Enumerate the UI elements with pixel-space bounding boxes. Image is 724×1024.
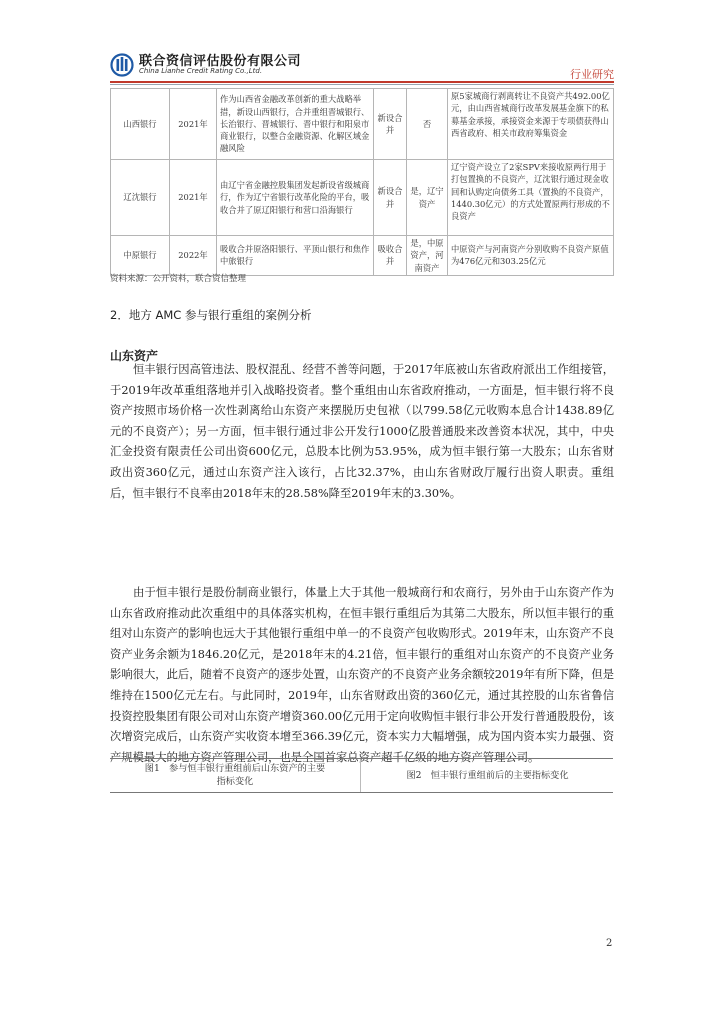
table-source-note: 资料来源：公开资料，联合资信整理 (110, 274, 247, 284)
table-row (111, 160, 614, 236)
year-cell: 2022年 (170, 236, 217, 276)
bank-name-cell: 山西银行 (111, 89, 170, 160)
year-cell: 2021年 (170, 160, 217, 236)
disposal-cell: 原5家城商行剥离转让不良资产共492.00亿元，由山西省城商行改革发展基金旗下的私募基金承接，承接资金来源于专项债获得山西省政府、相关市政府筹集资金 (448, 89, 614, 160)
page-header (0, 0, 724, 90)
page-number: 2 (606, 938, 613, 949)
merger-mode-cell: 吸收合并 (374, 236, 407, 276)
bank-restructuring-table (110, 88, 614, 276)
table-row (111, 89, 614, 160)
section-heading: 2．地方 AMC 参与银行重组的案例分析 (110, 308, 312, 322)
description-cell: 作为山西省金融改革创新的重大战略举措，新设山西银行，合并重组晋城银行、长治银行、晋城银行、晋中银行和阳泉市商业银行，以整合金融资源、化解区域金融风险 (217, 89, 374, 160)
merger-mode-cell: 新设合并 (374, 89, 407, 160)
description-cell: 由辽宁省金融控股集团发起新设省级城商行，作为辽宁省银行改革化险的平台，吸收合并了原辽阳银行和营口沿海银行 (217, 160, 374, 236)
figure-1-caption (110, 759, 361, 792)
company-name-cn: 联合资信评估股份有限公司 (139, 54, 302, 69)
subsection-heading: 山东资产 (110, 349, 159, 363)
figure-captions (110, 758, 613, 793)
amc-participation-cell: 否 (407, 89, 448, 160)
description-cell: 吸收合并原洛阳银行、平顶山银行和焦作中旅银行 (217, 236, 374, 276)
year-cell: 2021年 (170, 89, 217, 160)
merger-mode-cell: 新设合并 (374, 160, 407, 236)
disposal-cell: 辽宁资产设立了2家SPV来接收原两行用于打包置换的不良资产，辽沈银行通过现金收回和认购定向债务工具（置换的不良资产，1440.30亿元）的方式处置原两行形成的不良资产 (448, 160, 614, 236)
figure-1-caption-line2: 指标变化 (216, 776, 254, 787)
header-divider-thin (110, 84, 614, 85)
bank-name-cell: 辽沈银行 (111, 160, 170, 236)
header-divider (110, 81, 614, 83)
company-name-en: China Lianhe Credit Rating Co.,Ltd. (139, 67, 263, 75)
figure-1-caption-line1: 图1 参与恒丰银行重组前后山东资产的主要 (144, 763, 326, 774)
bank-name-cell: 中原银行 (111, 236, 170, 276)
lianhe-logo-icon (110, 53, 134, 77)
body-paragraph: 恒丰银行因高管违法、股权混乱、经营不善等问题，于2017年底被山东省政府派出工作组接管，于2019年改革重组落地并引入战略投资者。整个重组由山东省政府推动，一方面是，恒丰银行将不良资产按照市场价格一次性剥离给山东资产来摆脱历史包袱（以799.58亿元收购本息合计1438.89亿元的不良资产）；另一方面，恒丰银行通过非公开发行1000亿股普通股来改善资本状况，其中，中央汇金投资有限责任公司出资600亿元，总股本比例为53.95%，成为恒丰银行第一大股东；山东省财政出资360亿元，通过山东资产注入该行，占比32.37%，由山东省财政厅履行出资人职责。重组后，恒丰银行不良率由2018年末的28.58%降至2019年末的3.30%。 (110, 363, 614, 500)
disposal-cell: 中原资产与河南资产分别收购不良资产原值为476亿元和303.25亿元 (448, 236, 614, 276)
table-row (111, 236, 614, 276)
body-paragraph: 由于恒丰银行是股份制商业银行，体量上大于其他一般城商行和农商行，另外由于山东资产作为山东省政府推动此次重组中的具体落实机构，在恒丰银行重组后为其第二大股东，所以恒丰银行的重组对山东资产的影响也远大于其他银行重组中单一的不良资产包收购形式。2019年末，山东资产不良资产业务余额为1846.20亿元，是2018年末的4.21倍，恒丰银行的重组对山东资产的不良资产业务影响很大，此后，随着不良资产的逐步处置，山东资产的不良资产业务余额较2019年有所下降，但是维持在1500亿元左右。与此同时，2019年，山东省财政出资的360亿元，通过其控股的山东省鲁信投资控股集团有限公司对山东资产增资360.00亿元用于定向收购恒丰银行非公开发行普通股股份，该次增资完成后，山东资产实收资本增至366.39亿元，资本实力大幅增强，成为国内资本实力最强、资产规模最大的地方资产管理公司，也是全国首家总资产超千亿级的地方资产管理公司。 (110, 586, 614, 764)
figure-2-caption: 图2 恒丰银行重组前后的主要指标变化 (406, 770, 569, 781)
amc-participation-cell: 是，辽宁资产 (407, 160, 448, 236)
amc-participation-cell: 是，中原资产，河南资产 (407, 236, 448, 276)
section-label: 行业研究 (570, 68, 614, 81)
